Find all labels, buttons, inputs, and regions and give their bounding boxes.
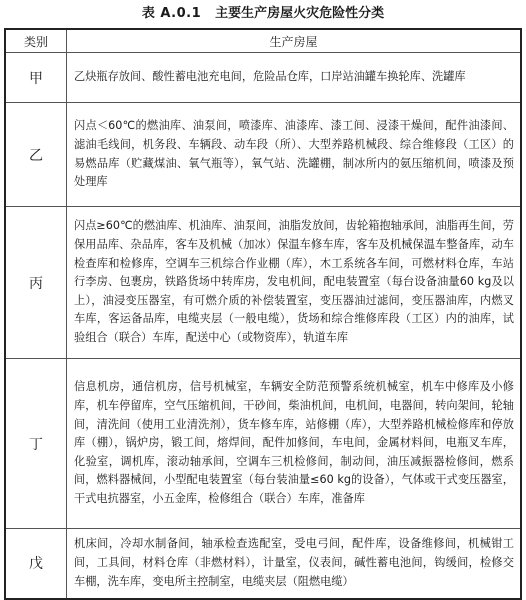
table-row [5, 529, 521, 599]
description-cell: 乙炔瓶存放间、酸性蓄电池充电间，危险品仓库，口岸站油罐车换轮库、洗罐库 [67, 53, 522, 103]
category-cell: 丁 [5, 359, 67, 529]
category-cell: 戊 [5, 529, 67, 599]
table-number: 表 A.0.1 [141, 6, 202, 21]
table-row [5, 103, 521, 207]
header-category: 类别 [5, 29, 67, 53]
category-cell: 丙 [5, 207, 67, 359]
category-cell: 乙 [5, 103, 67, 207]
fire-hazard-table [4, 28, 522, 600]
table-row [5, 53, 521, 103]
table-row [5, 207, 521, 359]
header-building: 生产房屋 [67, 29, 522, 53]
table-title [0, 6, 526, 22]
table-row [5, 359, 521, 529]
table-header-row [5, 29, 521, 53]
category-cell: 甲 [5, 53, 67, 103]
description-cell: 信息机房，通信机房，信号机械室，车辆安全防范预警系统机械室，机车中修库及小修库，机车停留库，空气压缩机间，干砂间，柴油机间，电机间，电器间，转向架间，轮轴间，清洗间（使用工业清洗剂），货车修车库，站修棚（库），大型养路机械检修库和停放库（棚），锅炉房，锻工间，熔焊间，配件加修间，车电间，金属材料间，电瓶叉车库，化验室，调机库，滚动轴承间，空调车三机检修间，制动间，油压减振器检修间，燃系间，燃料器械间，小型配电装置室（每台装油量≤60 kg的设备），气体或干式变压器室，干式电抗器室，小五金库，检修组合（联合）车库，准备库 [67, 359, 522, 529]
description-cell: 闪点≥60℃的燃油库、机油库、油泵间，油脂发放间，齿轮箱抱轴承间，油脂再生间，劳保用品库、杂品库，客车及机械（加冰）保温车修车库，客车及机械保温车整备库，动车检查库和检修库，空调车三机综合作业棚（库），木工系统各车间，可燃材料仓库，车站行李房、包裹房，铁路货场中转库房，发电机间，配电装置室（每台设备油量60 kg及以上），油浸变压器室，有可燃介质的补偿装置室，变压器油过滤间，变压器油库，内燃叉车库，客运备品库，电缆夹层（一般电缆），货场和综合维修库段（工区）内的油库，试验组合（联合）车库，配送中心（或物资库），轨道车库 [67, 207, 522, 359]
description-cell: 机床间，冷却水制备间，轴承检查选配室，受电弓间，配件库，设备维修间，机械钳工间，工具间，材料仓库（非燃材料），计量室，仪表间，碱性蓄电池间，钩缓间，检修交车棚，洗车库，变电所主控制室，电缆夹层（阻燃电缆） [67, 529, 522, 599]
description-cell: 闪点＜60℃的燃油库、油泵间，喷漆库、油漆库、漆工间、浸漆干燥间，配件油漆间、滤油毛线间，机务段、车辆段、动车段（所）、大型养路机械段、综合维修段（工区）的易燃品库（贮藏煤油、氧气瓶等），氧气站、洗罐棚，制冰所内的氨压缩机间，喷漆及预处理库 [67, 103, 522, 207]
table-caption: 主要生产房屋火灾危险性分类 [215, 6, 385, 21]
